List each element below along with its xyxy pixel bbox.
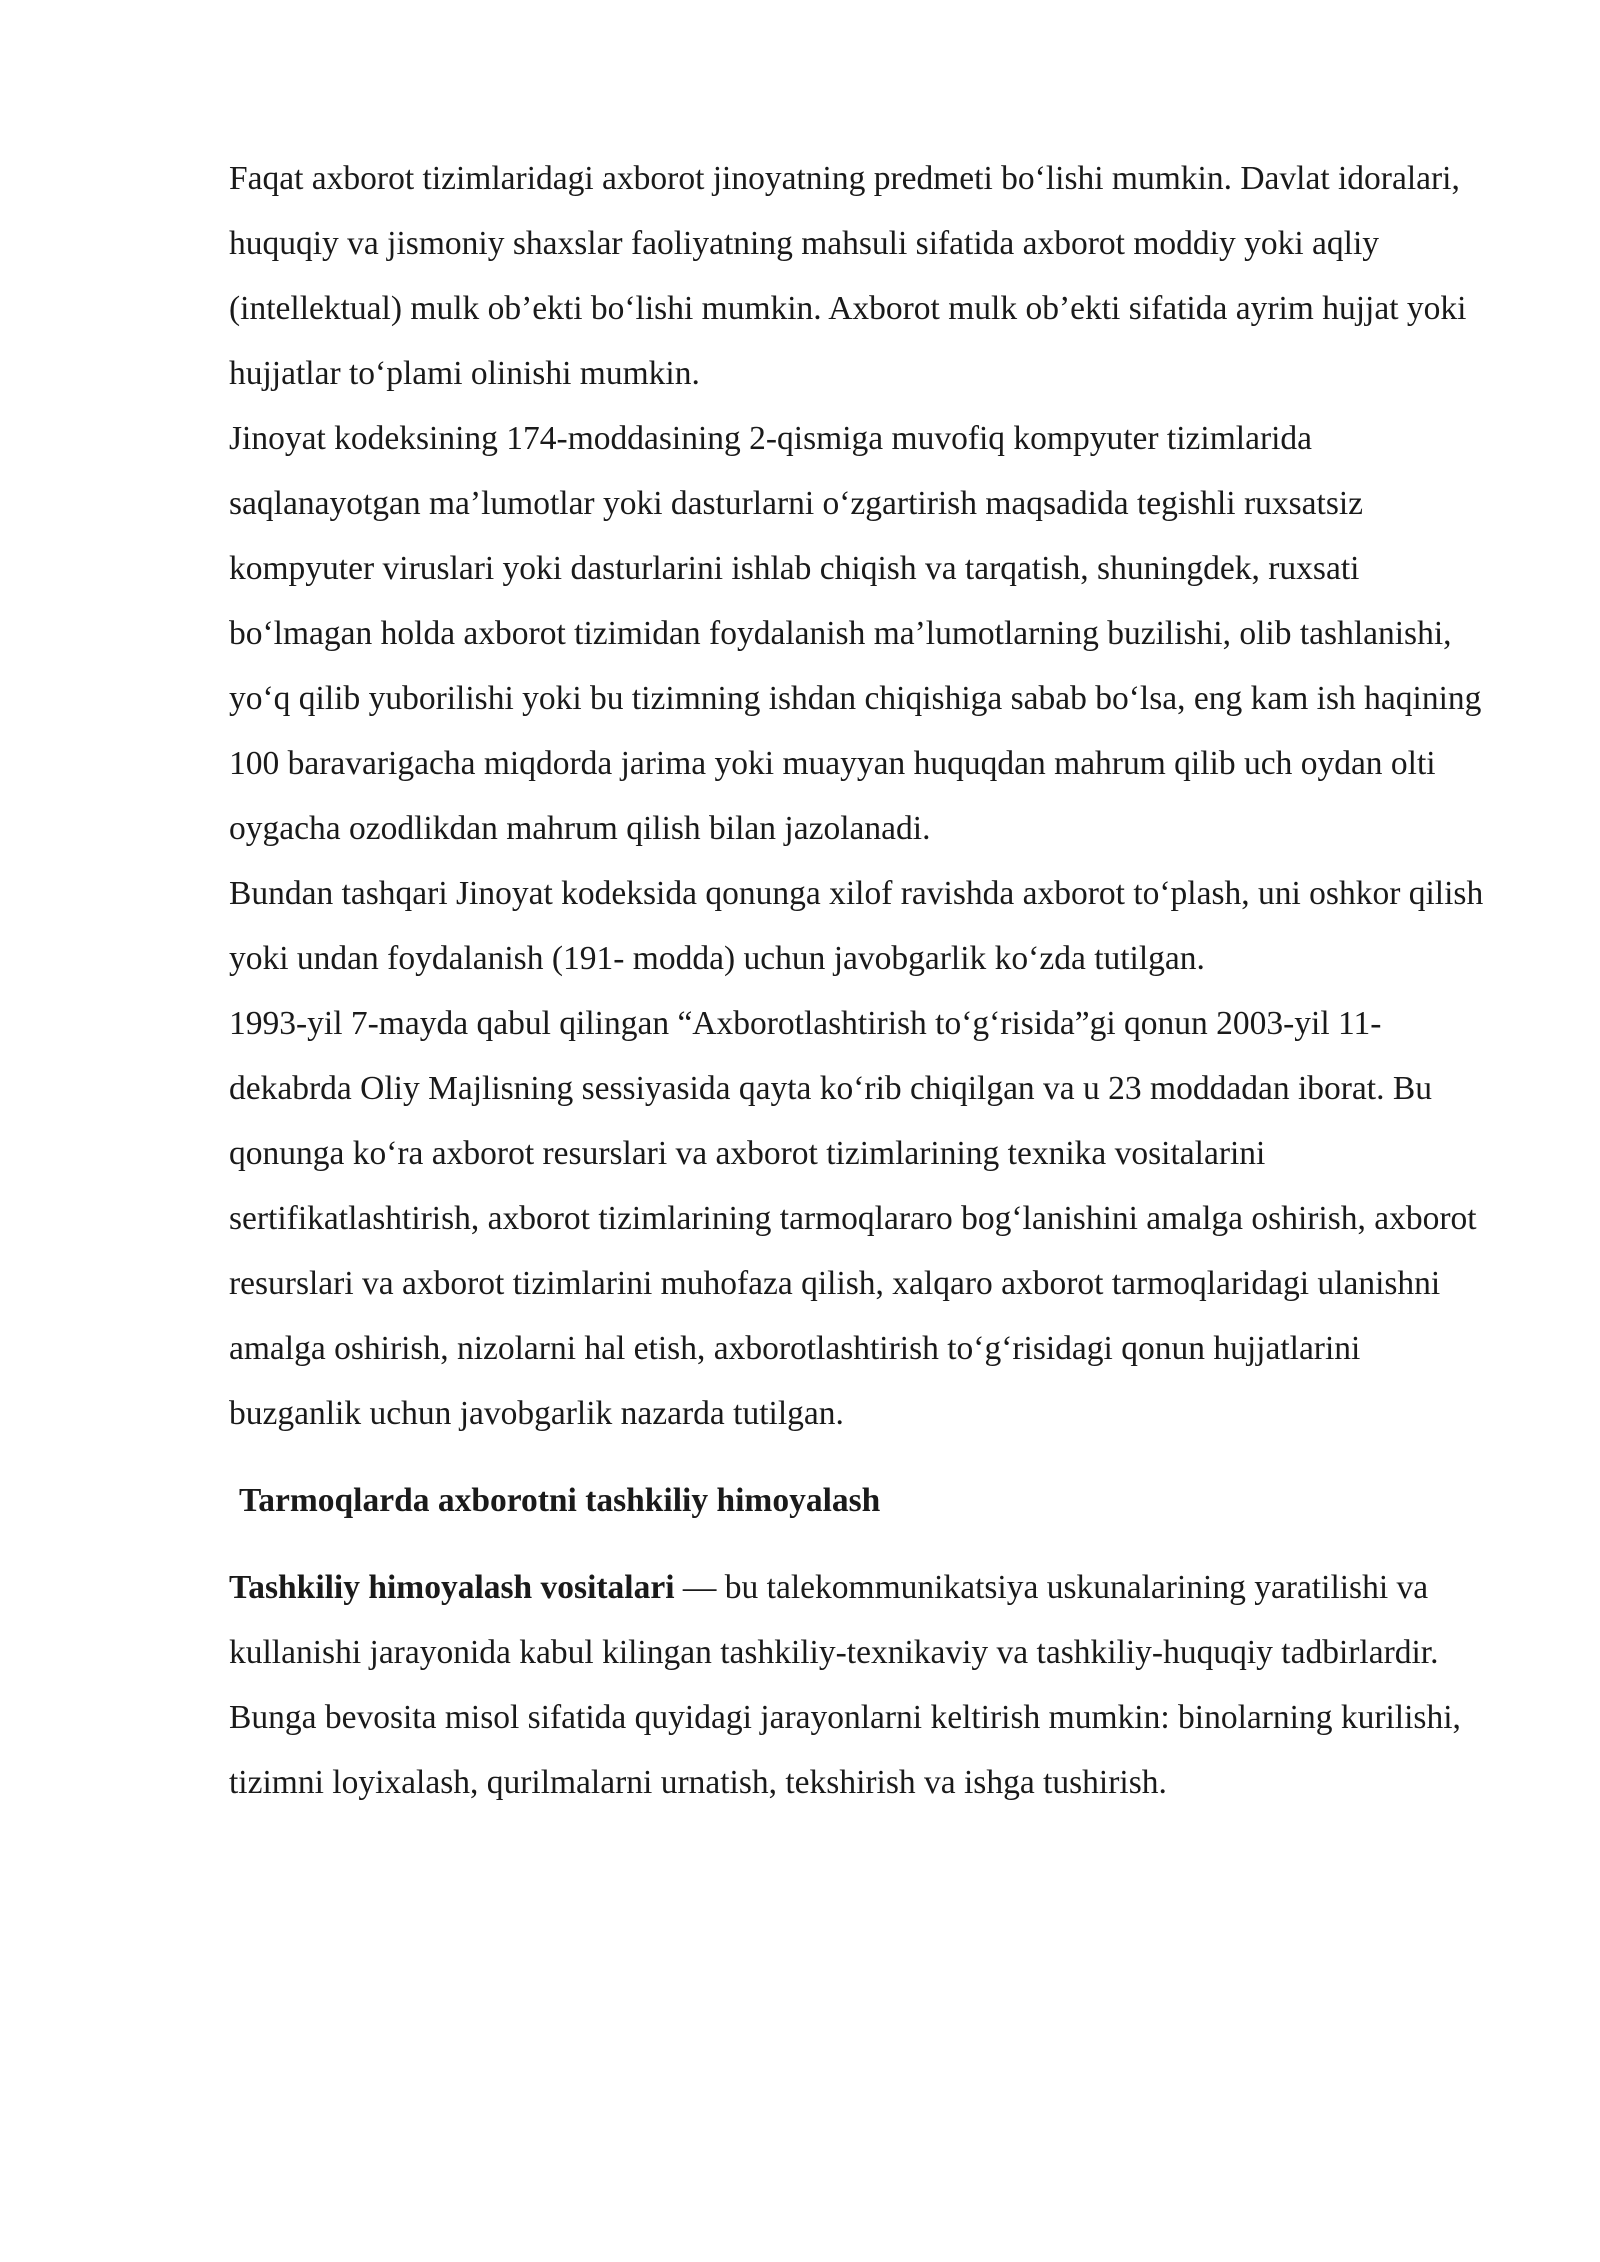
paragraph-criminal-code-174: Jinoyat kodeksining 174-moddasining 2-qismiga muvofiq kompyuter tizimlarida saqlanayotgan ma’lumotlar yoki dasturlarni o‘zgartirish maqsadida tegishli ruxsatsiz kompyuter viruslari yoki dasturlarini ishlab chiqish va tarqatish, shuningdek, ruxsati bo‘lmagan holda axborot tizimidan foydalanish ma’lumotlarning buzilishi, olib tashlanishi, yo‘q qilib yuborilishi yoki bu tizimning ishdan chiqishiga sabab bo‘lsa, eng kam ish haqining 100 baravarigacha miqdorda jarima yoki muayyan huquqdan mahrum qilib uch oydan olti oygacha ozodlikdan mahrum qilish bilan jazolanadi. xyxy=(229,420,1482,847)
paragraph-information-crime-subject: Faqat axborot tizimlaridagi axborot jinoyatning predmeti bo‘lishi mumkin. Davlat idoralari, huquqiy va jismoniy shaxslar faoliyatning mahsuli sifatida axborot moddiy yoki aqliy (intellektual) mulk ob’ekti bo‘lishi mumkin. Axborot mulk ob’ekti sifatida ayrim hujjat yoki hujjatlar to‘plami olinishi mumkin. xyxy=(229,160,1467,392)
paragraph-informatization-law: 1993-yil 7-mayda qabul qilingan “Axborotlashtirish to‘g‘risida”gi qonun 2003-yil 11-dekabrda Oliy Majlisning sessiyasida qayta ko‘rib chiqilgan va u 23 moddadan iborat. Bu qonunga ko‘ra axborot resurslari va axborot tizimlarining texnika vositalarini sertifikatlashtirish, axborot tizimlarining tarmoqlararo bog‘lanishini amalga oshirish, axborot resurslari va axborot tizimlarini muhofaza qilish, xalqaro axborot tarmoqlaridagi ulanishni amalga oshirish, nizolarni hal etish, axborotlashtirish to‘g‘risidagi qonun hujjatlarini buzganlik uchun javobgarlik nazarda tutilgan. xyxy=(229,1005,1477,1432)
document-body xyxy=(229,146,1499,1815)
section-heading: Tarmoqlarda axborotni tashkiliy himoyalash xyxy=(239,1482,881,1519)
paragraph-criminal-code-191: Bundan tashqari Jinoyat kodeksida qonunga xilof ravishda axborot to‘plash, uni oshkor qilish yoki undan foydalanish (191- modda) uchun javobgarlik ko‘zda tutilgan. xyxy=(229,875,1484,977)
paragraph-organizational-protection xyxy=(229,1555,1499,1815)
definition-text: — bu talekommunikatsiya uskunalarining yaratilishi va kullanishi jarayonida kabul kilingan tashkiliy-texnikaviy va tashkiliy-huquqiy tadbirlardir. Bunga bevosita misol sifatida quyidagi jarayonlarni keltirish mumkin: binolarning kurilishi, tizimni loyixalash, qurilmalarni urnatish, tekshirish va ishga tushirish. xyxy=(229,1569,1461,1801)
defined-term: Tashkiliy himoyalash vositalari xyxy=(229,1569,675,1606)
